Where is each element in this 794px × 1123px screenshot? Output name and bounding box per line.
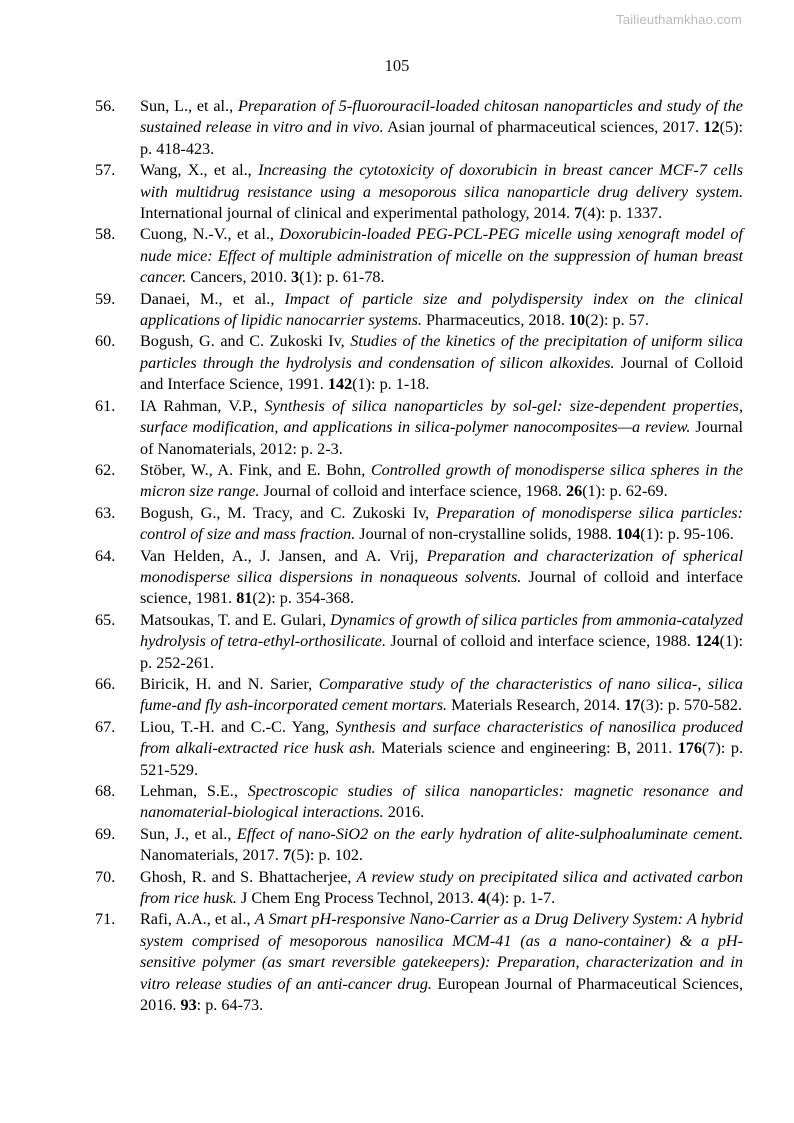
reference-source: Asian journal of pharmaceutical sciences, 2017.	[383, 118, 704, 137]
reference-text	[140, 460, 743, 503]
reference-pages: (4): p. 1337.	[582, 204, 663, 223]
reference-volume: 104	[616, 525, 641, 544]
reference-entry	[95, 781, 743, 824]
reference-volume: 7	[574, 204, 583, 223]
watermark-text: Tailieuthamkhao.com	[616, 12, 742, 27]
reference-pages: (1): p. 62-69.	[582, 482, 668, 501]
reference-number: 71.	[95, 910, 116, 929]
reference-pages: (7): p. 521-529.	[140, 739, 744, 779]
reference-entry	[95, 396, 743, 460]
reference-pages: (1): p. 1-18.	[352, 375, 430, 394]
reference-source: Nanomaterials, 2017.	[140, 846, 283, 865]
reference-text	[140, 160, 743, 224]
reference-entry	[95, 503, 743, 546]
reference-volume: 17	[624, 696, 641, 715]
reference-authors: Wang, X., et al.,	[140, 161, 259, 180]
reference-authors: IA Rahman, V.P.,	[140, 396, 265, 415]
reference-pages: : p. 64-73.	[196, 996, 264, 1015]
reference-pages: (3): p. 570-582.	[640, 696, 742, 715]
reference-source: Cancers, 2010.	[186, 268, 292, 287]
reference-source: Materials Research, 2014.	[447, 696, 625, 715]
reference-source: European Journal of Pharmaceutical Sciences, 2016.	[140, 974, 743, 1015]
reference-number: 62.	[95, 460, 116, 479]
reference-text	[140, 503, 743, 546]
reference-number: 56.	[95, 97, 116, 115]
reference-title: Preparation of 5-fluorouracil-loaded chitosan nanoparticles and study of the sustained release in vitro and in vivo.	[140, 97, 743, 137]
reference-number: 57.	[95, 161, 116, 180]
reference-authors: Liou, T.-H. and C.-C. Yang,	[140, 717, 336, 736]
reference-pages: (5): p. 102.	[291, 846, 363, 865]
reference-authors: Cuong, N.-V., et al.,	[140, 225, 280, 244]
reference-source: 2016.	[383, 803, 425, 822]
reference-volume: 3	[291, 268, 300, 287]
reference-entry	[95, 674, 743, 717]
reference-pages: (2): p. 354-368.	[252, 589, 354, 608]
reference-volume: 81	[236, 589, 253, 608]
reference-authors: Bogush, G., M. Tracy, and C. Zukoski Iv,	[140, 503, 437, 522]
reference-title: Spectroscopic studies of silica nanoparticles: magnetic resonance and nanomaterial-biological interactions.	[140, 782, 743, 822]
reference-volume: 176	[677, 739, 703, 758]
reference-entry	[95, 546, 743, 610]
reference-volume: 26	[566, 482, 583, 501]
reference-authors: Matsoukas, T. and E. Gulari,	[140, 610, 331, 629]
reference-pages: (1): p. 61-78.	[299, 268, 385, 287]
reference-source: Journal of non-crystalline solids, 1988.	[355, 525, 617, 544]
reference-pages: (5): p. 418-423.	[140, 118, 743, 158]
reference-authors: Stöber, W., A. Fink, and E. Bohn,	[140, 460, 371, 479]
reference-source: Pharmaceutics, 2018.	[421, 311, 569, 330]
reference-pages: (1): p. 252-261.	[140, 632, 743, 672]
reference-title: Preparation of monodisperse silica particles: control of size and mass fraction.	[140, 503, 743, 544]
reference-title: Effect of nano-SiO2 on the early hydration of alite-sulphoaluminate cement.	[236, 824, 743, 843]
reference-authors: Lehman, S.E.,	[140, 782, 248, 800]
reference-volume: 4	[477, 889, 486, 908]
reference-list	[95, 96, 743, 1016]
reference-number: 60.	[95, 332, 116, 351]
reference-authors: Rafi, A.A., et al.,	[140, 910, 255, 929]
reference-text	[140, 331, 743, 395]
reference-number: 70.	[95, 867, 116, 886]
reference-number: 67.	[95, 717, 116, 736]
reference-text	[140, 867, 743, 910]
reference-text	[140, 610, 743, 674]
reference-source: Journal of Colloid and Interface Science, 1991.	[140, 353, 743, 394]
reference-text	[140, 396, 743, 460]
reference-entry	[95, 610, 743, 674]
reference-title: Studies of the kinetics of the precipitation of uniform silica particles through the hydrolysis and condensation of silicon alkoxides.	[140, 332, 743, 372]
reference-source: International journal of clinical and experimental pathology, 2014.	[140, 204, 575, 223]
reference-entry	[95, 867, 743, 910]
reference-title: Controlled growth of monodisperse silica spheres in the micron size range.	[140, 460, 743, 501]
reference-title: Comparative study of the characteristics of nano silica-, silica fume-and fly ash-incorporated cement mortars.	[140, 674, 743, 715]
reference-number: 64.	[95, 546, 116, 565]
reference-entry	[95, 909, 743, 1016]
reference-entry	[95, 460, 743, 503]
reference-title: Increasing the cytotoxicity of doxorubicin in breast cancer MCF-7 cells with multidrug resistance using a mesoporous silica nanoparticle drug delivery system.	[140, 161, 743, 201]
reference-volume: 142	[327, 375, 353, 394]
reference-source: Materials science and engineering: B, 2011.	[375, 739, 678, 758]
reference-title: A Smart pH-responsive Nano-Carrier as a Drug Delivery System: A hybrid system comprised of mesoporous nanosilica MCM-41 (as a nano-container) & a pH-sensitive polymer (as smart reversible gatekeepers): Preparation, characterization and in vitro release studies of an anti-cancer drug.	[140, 910, 743, 993]
reference-entry	[95, 331, 743, 395]
reference-volume: 12	[703, 118, 720, 137]
reference-pages: (4): p. 1-7.	[485, 889, 556, 908]
reference-title: Dynamics of growth of silica particles from ammonia-catalyzed hydrolysis of tetra-ethyl-orthosilicate.	[140, 610, 743, 651]
reference-text	[140, 224, 743, 288]
reference-text	[140, 289, 743, 332]
reference-title: Doxorubicin-loaded PEG-PCL-PEG micelle using xenograft model of nude mice: Effect of multiple administration of micelle on the suppression of human breast cancer.	[140, 225, 743, 287]
reference-entry	[95, 824, 743, 867]
reference-authors: Danaei, M., et al.,	[140, 289, 285, 308]
reference-source: Journal of colloid and interface science, 1968.	[259, 482, 567, 501]
reference-text	[140, 824, 743, 867]
reference-source: Journal of colloid and interface science, 1981.	[140, 567, 743, 608]
reference-number: 63.	[95, 503, 116, 522]
reference-number: 66.	[95, 674, 116, 693]
reference-number: 69.	[95, 824, 116, 843]
reference-source: Journal of colloid and interface science, 1988.	[386, 632, 696, 651]
reference-source: J Chem Eng Process Technol, 2013.	[236, 889, 478, 908]
reference-volume: 124	[695, 632, 720, 651]
reference-authors: Biricik, H. and N. Sarier,	[140, 674, 319, 693]
reference-entry	[95, 160, 743, 224]
reference-number: 65.	[95, 610, 116, 629]
reference-volume: 10	[568, 311, 586, 330]
reference-text	[140, 674, 743, 717]
reference-title: Synthesis and surface characteristics of nanosilica produced from alkali-extracted rice husk ash.	[140, 717, 743, 758]
reference-authors: Sun, J., et al.,	[140, 824, 237, 843]
reference-text	[140, 781, 743, 824]
reference-pages: (2): p. 57.	[585, 311, 649, 330]
reference-entry	[95, 224, 743, 288]
reference-text	[140, 96, 743, 160]
reference-pages: (1): p. 95-106.	[640, 525, 734, 544]
reference-number: 59.	[95, 289, 116, 308]
reference-title: Synthesis of silica nanoparticles by sol-gel: size-dependent properties, surface modification, and applications in silica-polymer nanocomposites—a review.	[140, 396, 743, 437]
reference-authors: Van Helden, A., J. Jansen, and A. Vrij,	[140, 546, 427, 565]
reference-number: 68.	[95, 782, 116, 800]
reference-authors: Bogush, G. and C. Zukoski Iv,	[140, 332, 351, 351]
reference-number: 61.	[95, 396, 116, 415]
reference-entry	[95, 289, 743, 332]
reference-title: A review study on precipitated silica and activated carbon from rice husk.	[140, 867, 744, 908]
reference-text	[140, 909, 743, 1016]
reference-authors: Ghosh, R. and S. Bhattacherjee,	[140, 867, 357, 886]
page-number: 105	[384, 56, 410, 75]
reference-entry	[95, 717, 743, 781]
reference-number: 58.	[95, 225, 116, 244]
reference-volume: 93	[180, 996, 197, 1015]
reference-entry	[95, 96, 743, 160]
reference-title: Impact of particle size and polydispersity index on the clinical applications of lipidic nanocarrier systems.	[140, 289, 743, 330]
reference-volume: 7	[282, 846, 292, 865]
reference-text	[140, 717, 743, 781]
reference-text	[140, 546, 743, 610]
reference-authors: Sun, L., et al.,	[140, 97, 238, 115]
reference-title: Preparation and characterization of spherical monodisperse silica dispersions in nonaqueous solvents.	[140, 546, 743, 586]
reference-source: Journal of Nanomaterials, 2012: p. 2-3.	[140, 418, 743, 458]
